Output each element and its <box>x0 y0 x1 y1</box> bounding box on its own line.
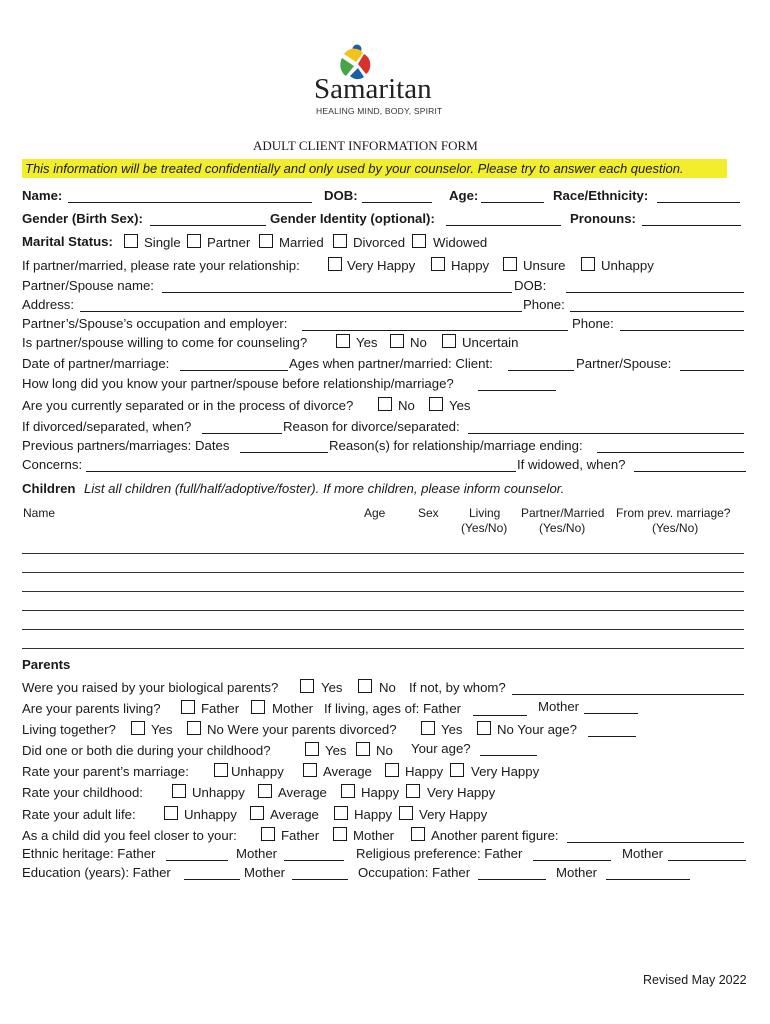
adult-unhappy-label: Unhappy <box>184 807 237 822</box>
raised-yes-label: Yes <box>321 680 343 695</box>
happy-label: Happy <box>451 258 490 273</box>
reason-divorce-label: Reason for divorce/separated: <box>283 419 460 434</box>
rate-relationship-label: If partner/married, please rate your relationship: <box>22 258 300 273</box>
gender-field[interactable] <box>150 225 266 226</box>
occupation-label: Partner’s/Spouse’s occupation and employer: <box>22 316 288 331</box>
concerns-field[interactable] <box>86 471 516 472</box>
occupation-phone-field[interactable] <box>620 330 744 331</box>
your-age2-field[interactable] <box>480 755 537 756</box>
single-label: Single <box>144 235 181 250</box>
col-sex: Sex <box>418 506 439 520</box>
partner-spouse-age-label: Partner/Spouse: <box>576 356 672 371</box>
marriage-average-checkbox[interactable] <box>303 763 317 777</box>
occupation-father-field[interactable] <box>478 879 546 880</box>
your-age-label: No Your age? <box>497 722 577 737</box>
divorced-yes-checkbox[interactable] <box>421 721 435 735</box>
col-partner-married: Partner/Married <box>521 506 605 520</box>
how-long-field[interactable] <box>478 390 556 391</box>
child-row-4[interactable] <box>22 610 744 611</box>
date-partner-field[interactable] <box>180 370 288 371</box>
divorced-yes-label: Yes <box>441 722 463 737</box>
child-row-1[interactable] <box>22 553 744 554</box>
parents-title: Parents <box>22 657 71 672</box>
partner-name-label: Partner/Spouse name: <box>22 278 154 293</box>
living-mother-checkbox[interactable] <box>251 700 265 714</box>
divorced-q-label: No Were your parents divorced? <box>207 722 397 737</box>
phone-field[interactable] <box>570 311 744 312</box>
address-label: Address: <box>22 297 75 312</box>
together-yes-label: Yes <box>151 722 173 737</box>
client-age-field[interactable] <box>508 370 574 371</box>
age-label: Age: <box>449 188 479 203</box>
unhappy-label: Unhappy <box>601 258 654 273</box>
divorced-when-field[interactable] <box>202 433 282 434</box>
ethnic-mother-label: Mother <box>236 846 278 861</box>
marriage-happy-checkbox[interactable] <box>385 763 399 777</box>
if-widowed-field[interactable] <box>634 471 746 472</box>
logo-name: Samaritan <box>314 73 432 105</box>
if-widowed-label: If widowed, when? <box>517 457 626 472</box>
phone-label: Phone: <box>523 297 565 312</box>
very-happy-label: Very Happy <box>347 258 416 273</box>
counseling-no-label: No <box>410 335 427 350</box>
counseling-uncertain-checkbox[interactable] <box>442 334 456 348</box>
form-title: ADULT CLIENT INFORMATION FORM <box>253 138 478 153</box>
separated-no-label: No <box>398 398 415 413</box>
childhood-very-happy-label: Very Happy <box>427 785 496 800</box>
separated-yes-label: Yes <box>449 398 471 413</box>
partner-name-field[interactable] <box>162 292 512 293</box>
die-no-label: No <box>376 743 393 758</box>
date-partner-label: Date of partner/marriage: <box>22 356 170 371</box>
ethnic-father-field[interactable] <box>166 860 228 861</box>
childhood-average-checkbox[interactable] <box>258 784 272 798</box>
childhood-average-label: Average <box>278 785 327 800</box>
previous-label: Previous partners/marriages: Dates <box>22 438 230 453</box>
marriage-happy-label: Happy <box>405 764 444 779</box>
col-prev-marriage: From prev. marriage? <box>616 506 731 520</box>
widowed-label: Widowed <box>433 235 488 250</box>
occupation-mother-field[interactable] <box>606 879 690 880</box>
occupation-mother-label: Mother <box>556 865 598 880</box>
together-yes-checkbox[interactable] <box>131 721 145 735</box>
adult-happy-checkbox[interactable] <box>334 806 348 820</box>
notice-text: This information will be treated confidentially and only used by your counselor. Please try to answer each question. <box>25 161 684 176</box>
revised-date: Revised May 2022 <box>643 973 747 987</box>
separated-no-checkbox[interactable] <box>378 397 392 411</box>
separated-yes-checkbox[interactable] <box>429 397 443 411</box>
marriage-unhappy-checkbox[interactable] <box>214 763 228 777</box>
raised-label: Were you raised by your biological parents? <box>22 680 279 695</box>
gender-identity-label: Gender Identity (optional): <box>270 211 435 226</box>
counseling-yes-label: Yes <box>356 335 378 350</box>
col-living: Living <box>469 506 501 520</box>
divorced-when-label: If divorced/separated, when? <box>22 419 192 434</box>
if-not-field[interactable] <box>512 694 744 695</box>
childhood-very-happy-checkbox[interactable] <box>406 784 420 798</box>
dob-label: DOB: <box>324 188 358 203</box>
adult-very-happy-label: Very Happy <box>419 807 488 822</box>
partner-dob-field[interactable] <box>566 292 744 293</box>
adult-very-happy-checkbox[interactable] <box>399 806 413 820</box>
die-yes-label: Yes <box>325 743 347 758</box>
partner-dob-label: DOB: <box>514 278 547 293</box>
gender-label: Gender (Birth Sex): <box>22 211 143 226</box>
marriage-average-label: Average <box>323 764 372 779</box>
reasons-ending-field[interactable] <box>597 452 744 453</box>
race-label: Race/Ethnicity: <box>553 188 649 203</box>
if-living-ages-label: If living, ages of: Father <box>324 701 462 716</box>
marriage-very-happy-label: Very Happy <box>471 764 540 779</box>
adult-average-label: Average <box>270 807 319 822</box>
col-partner-married-sub: (Yes/No) <box>539 521 586 535</box>
ethnic-label: Ethnic heritage: Father <box>22 846 156 861</box>
childhood-happy-label: Happy <box>361 785 400 800</box>
living-father-label: Father <box>201 701 240 716</box>
pronouns-label: Pronouns: <box>570 211 636 226</box>
partner-checkbox[interactable] <box>187 234 201 248</box>
gender-identity-field[interactable] <box>446 225 561 226</box>
separated-label: Are you currently separated or in the process of divorce? <box>22 398 354 413</box>
education-label: Education (years): Father <box>22 865 171 880</box>
adult-happy-label: Happy <box>354 807 393 822</box>
samaritan-logo <box>314 40 454 118</box>
counseling-yes-checkbox[interactable] <box>336 334 350 348</box>
closer-father-checkbox[interactable] <box>261 827 275 841</box>
marriage-unhappy-label: Unhappy <box>231 764 284 779</box>
counseling-label: Is partner/spouse willing to come for counseling? <box>22 335 308 350</box>
die-no-checkbox[interactable] <box>356 742 370 756</box>
childhood-happy-checkbox[interactable] <box>341 784 355 798</box>
how-long-label: How long did you know your partner/spouse before relationship/marriage? <box>22 376 454 391</box>
marriage-very-happy-checkbox[interactable] <box>450 763 464 777</box>
children-instruction: List all children (full/half/adoptive/foster). If more children, please inform counselor. <box>84 481 565 496</box>
raised-no-label: No <box>379 680 396 695</box>
address-field[interactable] <box>80 311 522 312</box>
education-father-field[interactable] <box>184 879 240 880</box>
counseling-uncertain-label: Uncertain <box>462 335 519 350</box>
living-together-label: Living together? <box>22 722 116 737</box>
adult-unhappy-checkbox[interactable] <box>164 806 178 820</box>
childhood-unhappy-label: Unhappy <box>192 785 245 800</box>
pronouns-field[interactable] <box>642 225 741 226</box>
die-label: Did one or both die during your childhood? <box>22 743 271 758</box>
previous-dates-field[interactable] <box>240 452 328 453</box>
closer-mother-checkbox[interactable] <box>333 827 347 841</box>
if-not-label: If not, by whom? <box>409 680 506 695</box>
occupation-phone-label: Phone: <box>572 316 614 331</box>
col-name: Name <box>23 506 56 520</box>
raised-yes-checkbox[interactable] <box>300 679 314 693</box>
age-field[interactable] <box>481 202 544 203</box>
happy-checkbox[interactable] <box>431 257 445 271</box>
child-row-2[interactable] <box>22 572 744 573</box>
marital-status-label: Marital Status: <box>22 234 113 249</box>
reasons-ending-label: Reason(s) for relationship/marriage ending: <box>329 438 583 453</box>
name-field[interactable] <box>68 202 312 203</box>
your-age-field[interactable] <box>588 736 636 737</box>
child-row-6[interactable] <box>22 648 744 649</box>
adult-average-checkbox[interactable] <box>250 806 264 820</box>
col-prev-marriage-sub: (Yes/No) <box>652 521 699 535</box>
divorced-checkbox[interactable] <box>333 234 347 248</box>
unhappy-checkbox[interactable] <box>581 257 595 271</box>
another-parent-field[interactable] <box>567 842 744 843</box>
divorced-label: Divorced <box>353 235 406 250</box>
ages-when-label: Ages when partner/married: Client: <box>289 356 493 371</box>
rate-marriage-label: Rate your parent’s marriage: <box>22 764 189 779</box>
dob-field[interactable] <box>362 202 432 203</box>
unsure-label: Unsure <box>523 258 566 273</box>
reason-divorce-field[interactable] <box>468 433 744 434</box>
divorced-no-checkbox[interactable] <box>477 721 491 735</box>
religious-mother-field[interactable] <box>668 860 746 861</box>
your-age2-label: Your age? <box>411 741 471 756</box>
col-age: Age <box>364 506 386 520</box>
together-no-checkbox[interactable] <box>187 721 201 735</box>
parents-living-label: Are your parents living? <box>22 701 161 716</box>
closer-father-label: Father <box>281 828 320 843</box>
living-father-checkbox[interactable] <box>181 700 195 714</box>
rate-childhood-label: Rate your childhood: <box>22 785 143 800</box>
child-row-3[interactable] <box>22 591 744 592</box>
closer-label: As a child did you feel closer to your: <box>22 828 237 843</box>
widowed-checkbox[interactable] <box>412 234 426 248</box>
married-label: Married <box>279 235 324 250</box>
education-mother-field[interactable] <box>292 879 348 880</box>
closer-another-checkbox[interactable] <box>411 827 425 841</box>
unsure-checkbox[interactable] <box>503 257 517 271</box>
childhood-unhappy-checkbox[interactable] <box>172 784 186 798</box>
mother-age-label: Mother <box>538 699 580 714</box>
race-field[interactable] <box>657 202 740 203</box>
father-age-field[interactable] <box>473 715 527 716</box>
occupation-parent-label: Occupation: Father <box>358 865 471 880</box>
logo-tagline: HEALING MIND, BODY, SPIRIT <box>316 106 443 116</box>
living-mother-label: Mother <box>272 701 314 716</box>
another-parent-label: Another parent figure: <box>431 828 559 843</box>
closer-mother-label: Mother <box>353 828 395 843</box>
children-title: Children <box>22 481 76 496</box>
occupation-field[interactable] <box>302 330 568 331</box>
mother-age-field[interactable] <box>584 713 638 714</box>
single-checkbox[interactable] <box>124 234 138 248</box>
col-living-sub: (Yes/No) <box>461 521 508 535</box>
education-mother-label: Mother <box>244 865 286 880</box>
child-row-5[interactable] <box>22 629 744 630</box>
concerns-label: Concerns: <box>22 457 83 472</box>
married-checkbox[interactable] <box>259 234 273 248</box>
religious-father-field[interactable] <box>533 860 611 861</box>
very-happy-checkbox[interactable] <box>328 257 342 271</box>
name-label: Name: <box>22 188 63 203</box>
rate-adult-label: Rate your adult life: <box>22 807 136 822</box>
religious-label: Religious preference: Father <box>356 846 523 861</box>
die-yes-checkbox[interactable] <box>305 742 319 756</box>
partner-label: Partner <box>207 235 251 250</box>
partner-spouse-age-field[interactable] <box>680 370 744 371</box>
counseling-no-checkbox[interactable] <box>390 334 404 348</box>
religious-mother-label: Mother <box>622 846 664 861</box>
raised-no-checkbox[interactable] <box>358 679 372 693</box>
ethnic-mother-field[interactable] <box>284 860 344 861</box>
